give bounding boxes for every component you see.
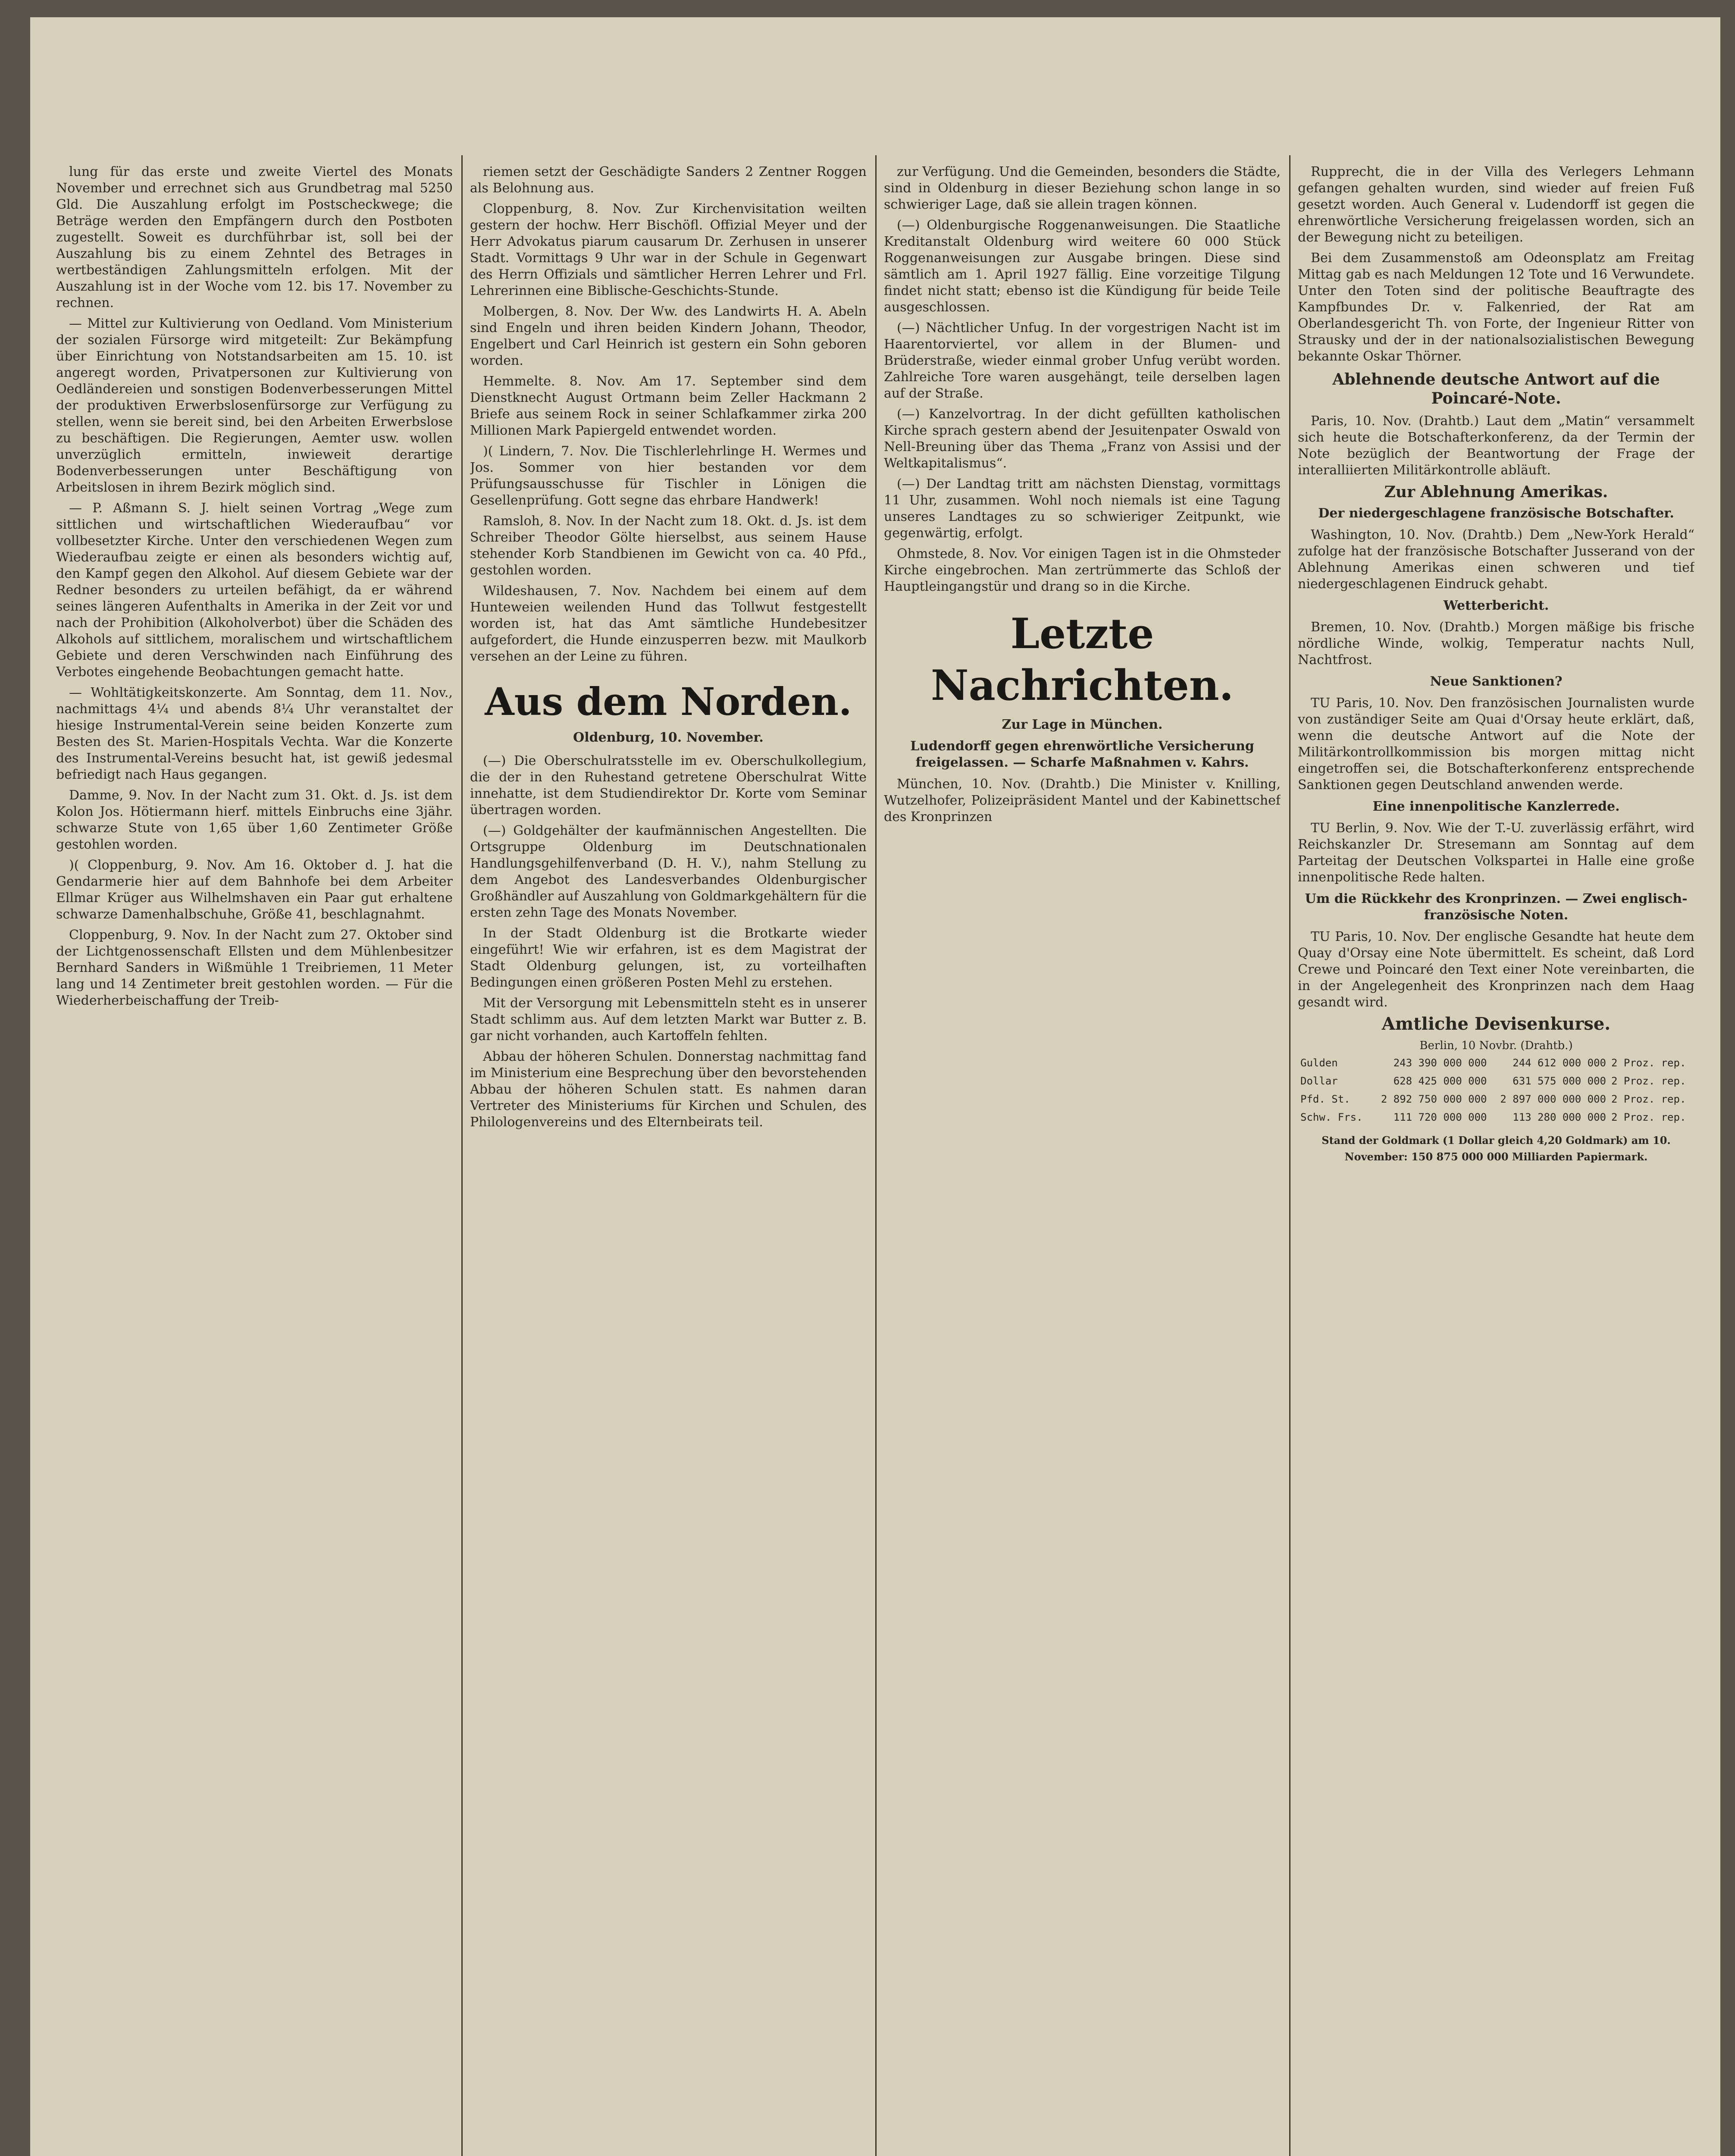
headline: Neue Sanktionen? bbox=[1430, 674, 1563, 689]
column-rule bbox=[461, 155, 463, 2156]
article-para: TU Berlin, 9. Nov. Wie der T.-U. zuverlässig erfährt, wird Reichskanzler Dr. Stresemann am Sonntag auf dem Parteitag der Deutschen Volkspartei in Halle eine große innenpolitische Rede halten. bbox=[1298, 821, 1694, 885]
table-row bbox=[1298, 1108, 1694, 1126]
table-row bbox=[1298, 1090, 1694, 1108]
subheadline: Der niedergeschlagene französische Botschafter. bbox=[1318, 506, 1674, 521]
article-para: (—) Goldgehälter der kaufmännischen Angestellten. Die Ortsgruppe Oldenburg im Deutschnationalen Handlungsgehilfenverband (D. H. V.), nahm Stellung zu dem Angebot des Landesverbandes Oldenburgischer Großhändler auf Auszahlung von Goldmarkgehältern für die ersten zehn Tage des Monats November. bbox=[470, 823, 867, 920]
late-news-title: Letzte Nachrichten. bbox=[930, 609, 1234, 710]
article-para: — Mittel zur Kultivierung von Oedland. Vom Ministerium der sozialen Fürsorge wird mitgeteilt: Zur Bekämpfung über Einrichtung von Notstandsarbeiten am 15. 10. ist angeregt worden, Privatpersonen zur Kultivierung von Oedländereien und sonstigen Bodenverbesserungen Mittel der produktiven Erwerbslosenfürsorge zur Verfügung zu stellen, wenn sie bereit sind, bei den Arbeiten Erwerbslose zu beschäftigen. Die Regierungen, Aemter usw. wollen unverzüglich ermitteln, inwieweit derartige Bodenverbesserungen unter Beschäftigung von Arbeitslosen in ihrem Bezirk möglich sind. bbox=[56, 316, 453, 495]
article-para: Cloppenburg, 9. Nov. In der Nacht zum 27. Oktober sind der Lichtgenossenschaft Ellsten und dem Mühlenbesitzer Bernhard Sanders in Wißmühle 1 Treibriemen, 11 Meter lang und 14 Zentimeter breit gestohlen worden. — Für die Wiederherbeischaffung der Treib- bbox=[56, 928, 453, 1008]
article-para: Ramsloh, 8. Nov. In der Nacht zum 18. Okt. d. Js. ist dem Schreiber Theodor Gölte hierselbst, aus seinem Hause stehender Korb Standbienen im Gewicht von ca. 40 Pfd., gestohlen worden. bbox=[470, 514, 867, 578]
currency-name: Dollar bbox=[1300, 1075, 1338, 1087]
article-para: Paris, 10. Nov. (Drahtb.) Laut dem „Matin“ versammelt sich heute die Botschafterkonferenz, da der Termin der Note bezüglich der Beantwortung der Frage der interalliierten Militärkontrolle abläuft. bbox=[1298, 414, 1694, 478]
article-para: riemen setzt der Geschädigte Sanders 2 Zentner Roggen als Belohnung aus. bbox=[470, 164, 867, 196]
headline: Zur Ablehnung Amerikas. bbox=[1384, 483, 1608, 501]
article-para: (—) Der Landtag tritt am nächsten Dienstag, vormittags 11 Uhr, zusammen. Wohl noch niemals ist eine Tagung unseres Landtages zu so schwieriger Zeitpunkt, wie gegenwärtig, erfolgt. bbox=[884, 476, 1281, 541]
headline: Eine innenpolitische Kanzlerrede. bbox=[1372, 799, 1620, 814]
rate-bid: 243 390 000 000 bbox=[1393, 1057, 1487, 1069]
article-para: Molbergen, 8. Nov. Der Ww. des Landwirts H. A. Abeln sind Engeln und ihren beiden Kindern Johann, Theodor, Engelbert und Carl Heinrich ist gestern ein Sohn geboren worden. bbox=[470, 304, 867, 368]
rate-note: 2 Proz. rep. bbox=[1611, 1093, 1686, 1105]
article-para: Cloppenburg, 8. Nov. Zur Kirchenvisitation weilten gestern der hochw. Herr Bischöfl. Offizial Meyer und der Herr Advokatus piarum causarum Dr. Zerhusen in unserer Stadt. Vormittags 9 Uhr war in der Schule in Gegenwart des Herrn Offizials und sämtlicher Herren Lehrer und Frl. Lehrerinnen eine Biblische-Geschichts-Stunde. bbox=[470, 201, 867, 298]
article-para: (—) Die Oberschulratsstelle im ev. Oberschulkollegium, die der in den Ruhestand getretene Oberschulrat Witte innehatte, ist dem Studiendirektor Dr. Korte vom Seminar übertragen worden. bbox=[470, 753, 867, 818]
exchange-rates-dateline: Berlin, 10 Novbr. (Drahtb.) bbox=[1419, 1039, 1573, 1052]
rate-bid: 628 425 000 000 bbox=[1393, 1075, 1487, 1087]
headline: Um die Rückkehr des Kronprinzen. — Zwei englisch-französische Noten. bbox=[1305, 891, 1688, 923]
column-1 bbox=[56, 164, 453, 2156]
exchange-rates-table bbox=[1298, 1054, 1694, 1126]
article-para: Bremen, 10. Nov. (Drahtb.) Morgen mäßige bis frische nördliche Winde, wolkig, Temperatur nachts Null, Nachtfrost. bbox=[1298, 620, 1694, 667]
rate-ask: 2 897 000 000 000 bbox=[1500, 1093, 1606, 1105]
exchange-rates-title: Amtliche Devisenkurse. bbox=[1381, 1014, 1611, 1034]
article-para: TU Paris, 10. Nov. Der englische Gesandte hat heute dem Quay d'Orsay eine Note übermittelt. Es scheint, daß Lord Crewe und Poincaré den Text einer Note vereinbarten, die in der Angelegenheit des Kronprinzen nach dem Haag gesandt wird. bbox=[1298, 929, 1694, 1010]
article-para: Hemmelte. 8. Nov. Am 17. September sind dem Dienstknecht August Ortmann beim Zeller Hackmann 2 Briefe aus seinem Rock in seiner Schlafkammer zirka 200 Millionen Mark Papiergeld entwendet worden. bbox=[470, 374, 867, 438]
column-rule bbox=[1289, 155, 1290, 2156]
dateline: Oldenburg, 10. November. bbox=[573, 730, 764, 745]
article-para: Mit der Versorgung mit Lebensmitteln steht es in unserer Stadt schlimm aus. Auf dem letzten Markt war Butter z. B. gar nicht vorhanden, auch Kartoffeln fehlten. bbox=[470, 996, 867, 1044]
column-rule bbox=[875, 155, 877, 2156]
article-para: (—) Nächtlicher Unfug. In der vorgestrigen Nacht ist im Haarentorviertel, vor allem in der Blumen- und Brüderstraße, wieder einmal grober Unfug verübt worden. Zahlreiche Tore waren ausgehängt, teile derselben lagen auf der Straße. bbox=[884, 320, 1281, 401]
rate-note: 2 Proz. rep. bbox=[1611, 1057, 1686, 1069]
article-para: )( Cloppenburg, 9. Nov. Am 16. Oktober d. J. hat die Gendarmerie hier auf dem Bahnhofe bei dem Arbeiter Ellmar Krüger aus Wilhelmshaven ein Paar gut erhaltene schwarze Damenhalbschuhe, Größe 41, beschlagnahmt. bbox=[56, 858, 453, 922]
headline: Wetterbericht. bbox=[1443, 598, 1549, 613]
article-para: Rupprecht, die in der Villa des Verlegers Lehmann gefangen gehalten wurden, sind wieder auf freien Fuß gesetzt worden. Auch General v. Ludendorff ist gegen die ehrenwörtliche Versicherung freigelassen worden, sich an der Bewegung nicht zu beteiligen. bbox=[1298, 164, 1694, 245]
article-para: zur Verfügung. Und die Gemeinden, besonders die Städte, sind in Oldenburg in dieser Beziehung schon lange in so schwieriger Lage, daß sie allein tragen können. bbox=[884, 164, 1281, 212]
article-para: Wildeshausen, 7. Nov. Nachdem bei einem auf dem Hunteweien weilenden Hund das Tollwut festgestellt worden ist, hat das Amt sämtliche Hundebesitzer aufgefordert, die Hunde einzusperren bezw. mit Maulkorb versehen an der Leine zu führen. bbox=[470, 583, 867, 664]
article-para: )( Lindern, 7. Nov. Die Tischlerlehrlinge H. Wermes und Jos. Sommer von hier bestanden vor dem Prüfungsausschusse für Tischler in Lönigen die Gesellenprüfung. Gott segne das ehrbare Handwerk! bbox=[470, 444, 867, 508]
article-para: (—) Kanzelvortrag. In der dicht gefüllten katholischen Kirche sprach gestern abend der Jesuitenpater Oswald von Nell-Breuning über das Thema „Franz von Assisi und der Weltkapitalismus“. bbox=[884, 407, 1281, 471]
currency-name: Schw. Frs. bbox=[1300, 1111, 1363, 1123]
article-para: — Wohltätigkeitskonzerte. Am Sonntag, dem 11. Nov., nachmittags 4¼ und abends 8¼ Uhr veranstaltet der hiesige Instrumental-Verein seine beiden Konzerte zum Besten des St. Marien-Hospitals Vechta. War die Konzerte des Instrumental-Vereins besucht hat, ist gewiß jedesmal befriedigt nach Haus gegangen. bbox=[56, 685, 453, 782]
article-para: In der Stadt Oldenburg ist die Brotkarte wieder eingeführt! Wie wir erfahren, ist es dem Magistrat der Stadt Oldenburg gelungen, ist, zu vorteilhaften Bedingungen einen größeren Posten Mehl zu erstehen. bbox=[470, 926, 867, 990]
column-2 bbox=[470, 164, 867, 2156]
table-row bbox=[1298, 1054, 1694, 1072]
rate-ask: 244 612 000 000 bbox=[1513, 1057, 1606, 1069]
article-para: lung für das erste und zweite Viertel des Monats November und errechnet sich aus Grundbetrag mal 5250 Gld. Die Auszahlung erfolgt im Postscheckwege; die Beträge werden den Empfängern durch den Postboten zugestellt. Soweit es durchführbar ist, soll bei der Auszahlung bis zu einem Zehntel des Betrages in wertbeständigen Zahlungsmitteln erfolgen. Mit der Auszahlung ist in der Woche vom 12. bis 17. November zu rechnen. bbox=[56, 164, 453, 310]
rate-bid: 111 720 000 000 bbox=[1393, 1111, 1487, 1123]
rate-bid: 2 892 750 000 000 bbox=[1381, 1093, 1487, 1105]
rate-ask: 631 575 000 000 bbox=[1513, 1075, 1606, 1087]
article-para: München, 10. Nov. (Drahtb.) Die Minister v. Knilling, Wutzelhofer, Polizeipräsident Mantel und der Kabinettschef des Kronprinzen bbox=[884, 777, 1281, 824]
newspaper-page bbox=[30, 17, 1720, 2156]
article-para: Ohmstede, 8. Nov. Vor einigen Tagen ist in die Ohmsteder Kirche eingebrochen. Man zertrümmerte das Schloß der Hauptleingangstür und drang so in die Kirche. bbox=[884, 546, 1281, 594]
rate-note: 2 Proz. rep. bbox=[1611, 1075, 1686, 1087]
article-para: Washington, 10. Nov. (Drahtb.) Dem „New-York Herald“ zufolge hat der französische Botschafter Jusserand von der Ablehnung Amerikas einen schweren und tief niedergeschlagenen Eindruck gehabt. bbox=[1298, 527, 1694, 592]
table-row bbox=[1298, 1072, 1694, 1090]
goldmark-note: Stand der Goldmark (1 Dollar gleich 4,20 Goldmark) am 10. November: 150 875 000 000 Milliarden Papiermark. bbox=[1322, 1134, 1671, 1163]
currency-name: Gulden bbox=[1300, 1057, 1338, 1069]
late-news-headline: Ludendorff gegen ehrenwörtliche Versicherung freigelassen. — Scharfe Maßnahmen v. Kahrs. bbox=[910, 739, 1254, 770]
column-4 bbox=[1298, 164, 1694, 2156]
rate-ask: 113 280 000 000 bbox=[1513, 1111, 1606, 1123]
late-news-subtitle: Zur Lage in München. bbox=[1002, 717, 1163, 732]
article-para: TU Paris, 10. Nov. Den französischen Journalisten wurde von zuständiger Seite am Quai d'Orsay heute erklärt, daß, wenn die deutsche Antwort auf die Note der Militärkontrollkommission bis morgen mittag nicht eingetroffen sei, die Botschafterkonferenz entsprechende Sanktionen gegen Deutschland anwenden werde. bbox=[1298, 696, 1694, 793]
column-3 bbox=[884, 164, 1281, 2156]
article-para: — P. Aßmann S. J. hielt seinen Vortrag „Wege zum sittlichen und wirtschaftlichen Wiederaufbau“ vor vollbesetzter Kirche. Unter den verschiedenen Wegen zum Wiederaufbau zeigte er einen als besonders wichtig auf, den Kampf gegen den Alkohol. Auf diesem Gebiete war der Redner besonders zu urteilen befähigt, da er während seines längeren Aufenthalts in Amerika in der Zeit vor und nach der Prohibition (Alkoholverbot) über die Schäden des Alkohols auf sittlichem, moralischem und wirtschaftlichem Gebiete und deren Verschwinden nach Einführung des Verbotes eingehende Beobachtungen gemacht hatte. bbox=[56, 501, 453, 680]
article-para: Abbau der höheren Schulen. Donnerstag nachmittag fand im Ministerium eine Besprechung über den bevorstehenden Abbau der höheren Schulen statt. Es nahmen daran Vertreter des Ministeriums für Kirchen und Schulen, des Philologenvereins und des Elternbeirats teil. bbox=[470, 1049, 867, 1130]
currency-name: Pfd. St. bbox=[1300, 1093, 1350, 1105]
article-para: (—) Oldenburgische Roggenanweisungen. Die Staatliche Kreditanstalt Oldenburg wird weitere 60 000 Stück Roggenanweisungen zur Ausgabe bringen. Diese sind sämtlich am 1. April 1927 fällig. Eine vorzeitige Tilgung findet nicht statt; ebenso ist die Kündigung für beide Teile ausgeschlossen. bbox=[884, 218, 1281, 315]
article-para: Bei dem Zusammenstoß am Odeonsplatz am Freitag Mittag gab es nach Meldungen 12 Tote und 16 Verwundete. Unter den Toten sind der politische Beauftragte des Kampfbundes Dr. v. Falkenried, der Rat am Oberlandesgericht Th. von Forte, der Ingenieur Ritter von Strausky und der in der nationalsozialistischen Bewegung bekannte Oskar Thörner. bbox=[1298, 251, 1694, 364]
headline: Ablehnende deutsche Antwort auf die Poincaré-Note. bbox=[1332, 370, 1660, 407]
rate-note: 2 Proz. rep. bbox=[1611, 1111, 1686, 1123]
section-title: Aus dem Norden. bbox=[485, 679, 852, 724]
article-para: Damme, 9. Nov. In der Nacht zum 31. Okt. d. Js. ist dem Kolon Jos. Hötiermann hierf. mittels Einbruchs eine 3jähr. schwarze Stute von 1,65 über 1,60 Zentimeter Größe gestohlen worden. bbox=[56, 788, 453, 852]
